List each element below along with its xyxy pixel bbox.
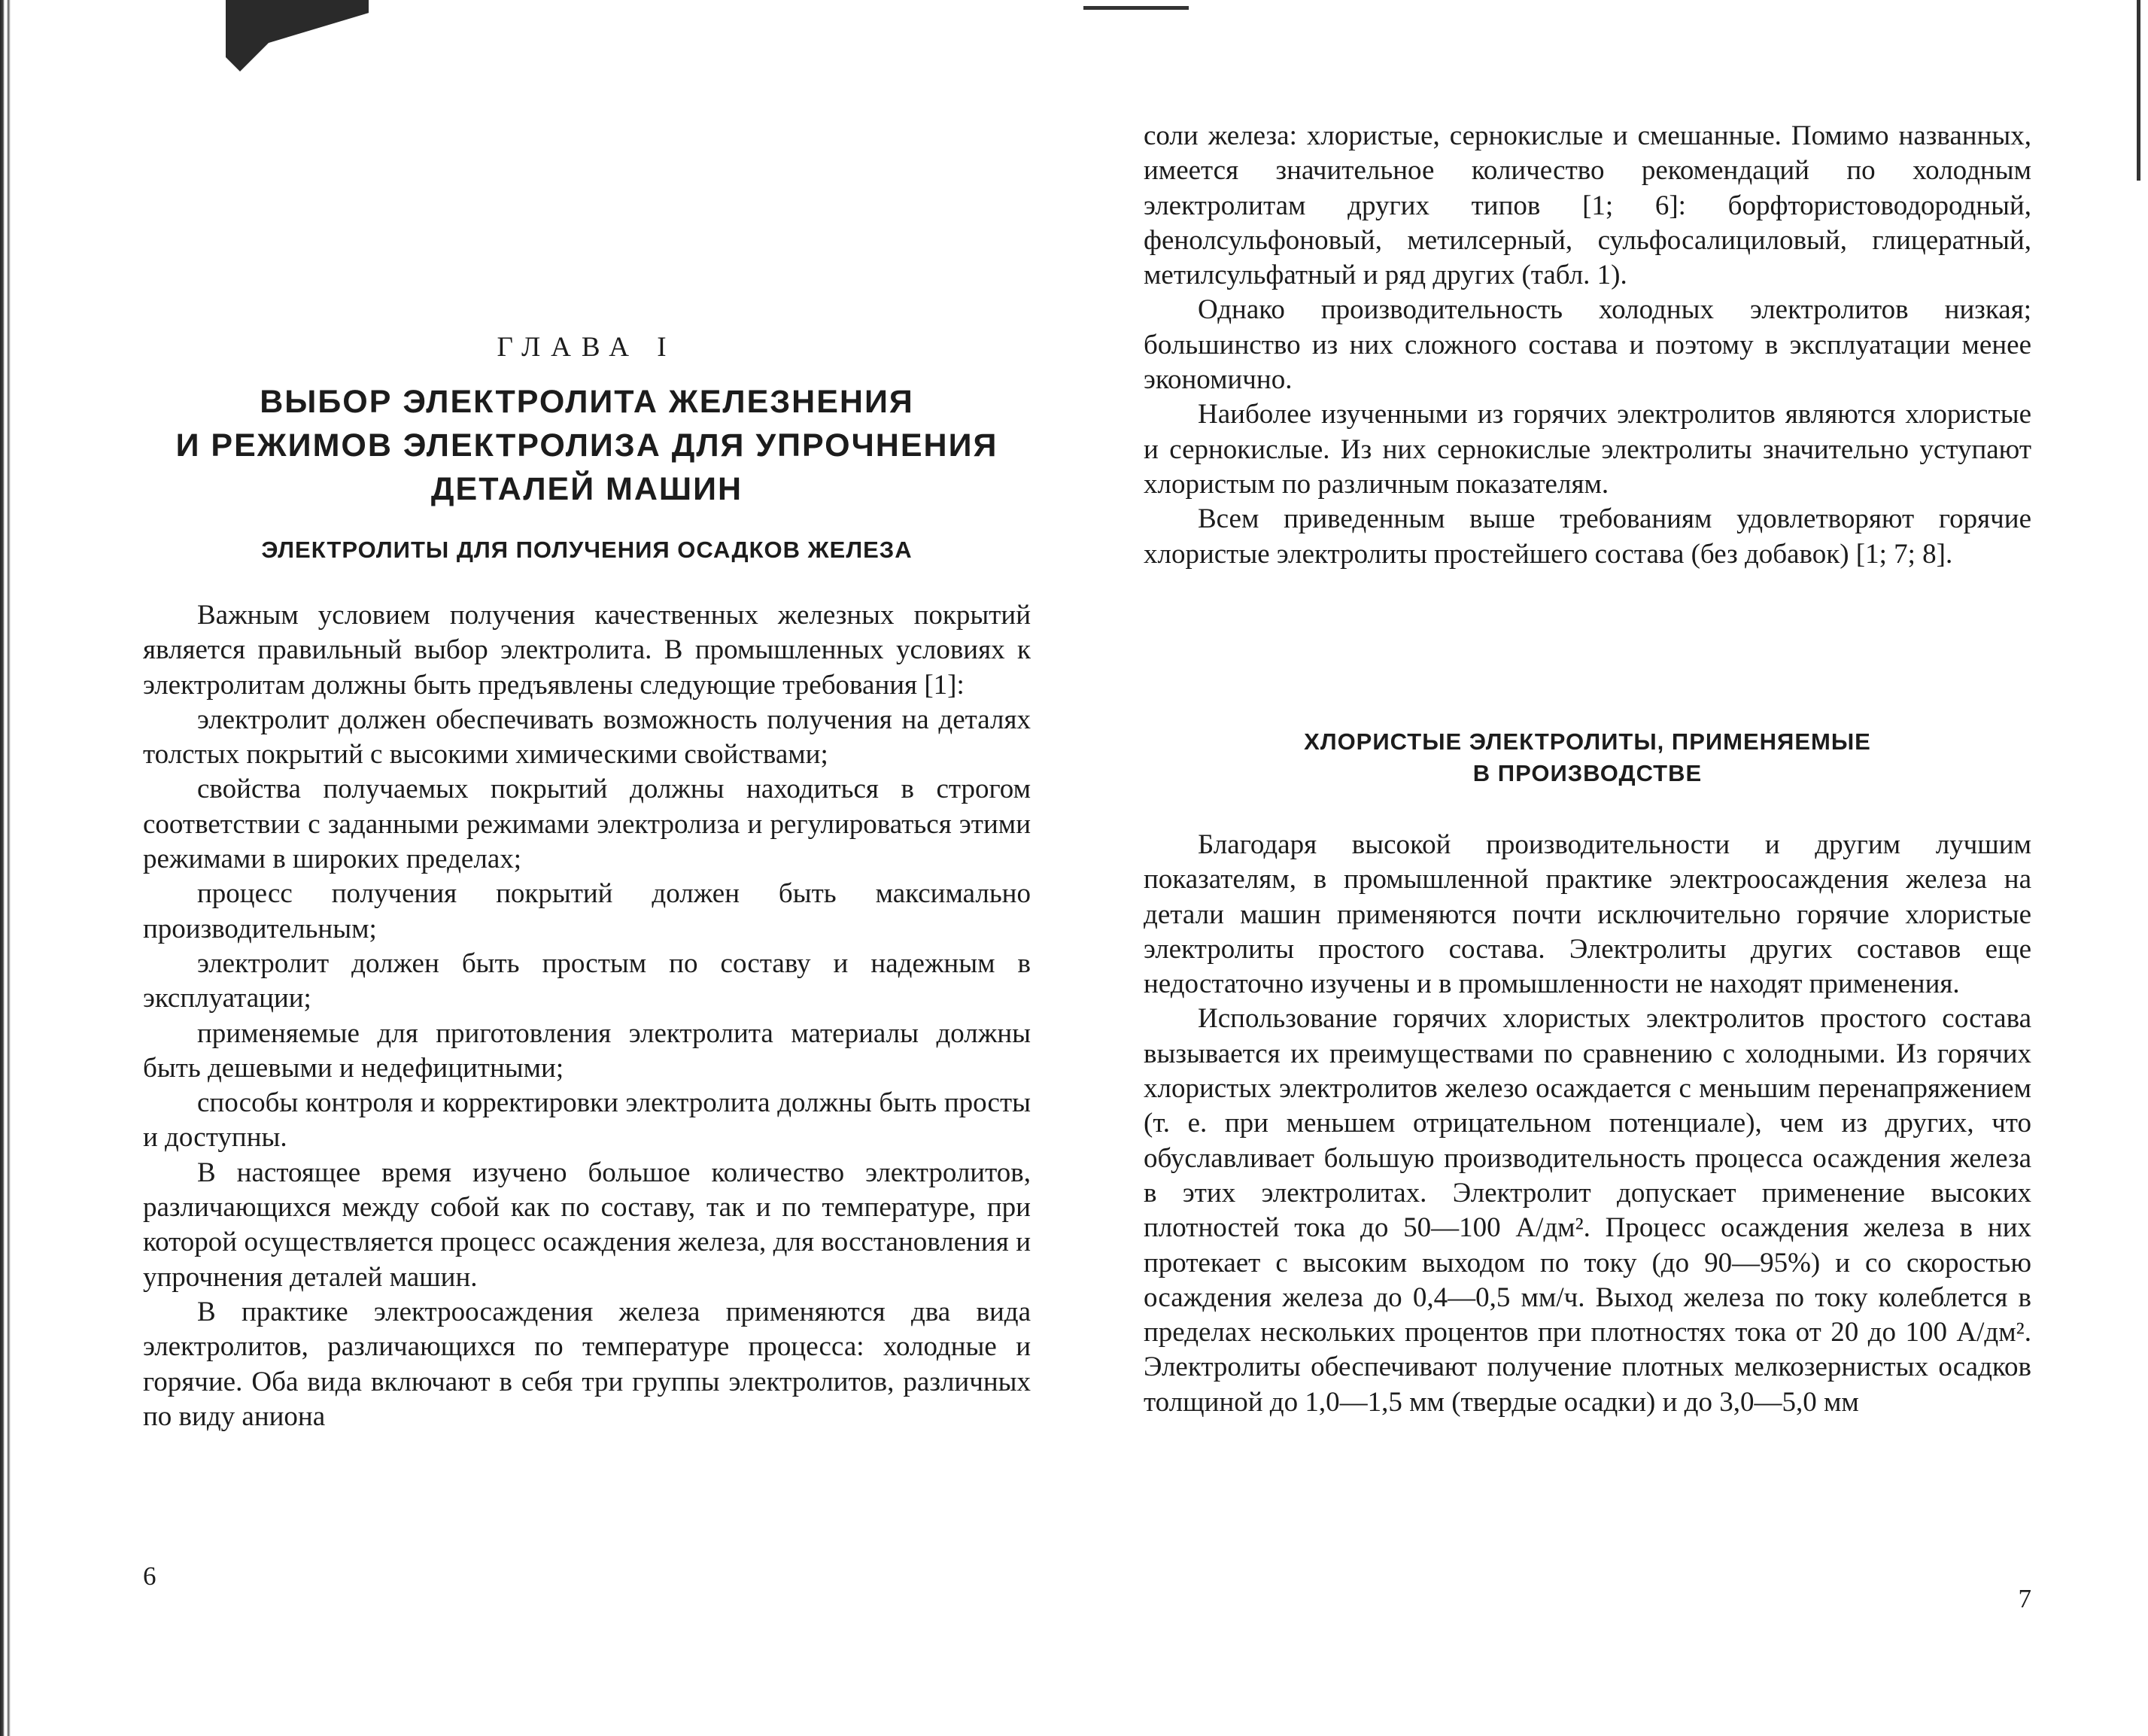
paragraph: электролит должен быть простым по составу и надежным в эксплуатации; bbox=[143, 947, 1031, 1014]
page-number: 7 bbox=[2018, 1584, 2031, 1613]
paragraph: Однако производительность холодных электролитов низкая; большинство из них сложного состава и поэтому в эксплуатации менее экономично. bbox=[1144, 294, 2031, 396]
paragraph: Важным условием получения качественных железных покрытий является правильный выбор электролита. В промышленных условиях к электролитам должны быть предъявлены следующие требования [1]: bbox=[143, 600, 1031, 701]
right-body-text-bottom bbox=[1144, 828, 2031, 1420]
paragraph: электролит должен обеспечивать возможность получения на деталях толстых покрытий с высокими химическими свойствами; bbox=[143, 704, 1031, 771]
chapter-title bbox=[143, 380, 1031, 511]
chapter-title-line: ВЫБОР ЭЛЕКТРОЛИТА ЖЕЛЕЗНЕНИЯ bbox=[260, 384, 914, 420]
scan-mark-top bbox=[1083, 6, 1189, 10]
paragraph: В настоящее время изучено большое количество электролитов, различающихся между собой как по составу, так и по температуре, при которой осуществляется процесс осаждения железа, для восстановления и упрочнения деталей машин. bbox=[143, 1157, 1031, 1293]
section-heading bbox=[1144, 726, 2031, 789]
section-heading-line: ХЛОРИСТЫЕ ЭЛЕКТРОЛИТЫ, ПРИМЕНЯЕМЫЕ bbox=[1304, 728, 1871, 755]
paragraph: Всем приведенным выше требованиям удовлетворяют горячие хлористые электролиты простейшего состава (без добавок) [1; 7; 8]. bbox=[1144, 503, 2031, 570]
right-body-text-top bbox=[1144, 119, 2031, 572]
paragraph: Наиболее изученными из горячих электролитов являются хлористые и сернокислые. Из них сернокислые электролиты значительно уступают хлористым по различным показателям. bbox=[1144, 399, 2031, 500]
paragraph: Благодаря высокой производительности и другим лучшим показателям, в промышленной практике электроосаждения железа на детали машин применяются почти исключительно горячие хлористые электролиты простого состава. Электролиты других составов еще недостаточно изучены и в промышленности не находят применения. bbox=[1144, 829, 2031, 1000]
paragraph: применяемые для приготовления электролита материалы должны быть дешевыми и недефицитными; bbox=[143, 1017, 1031, 1084]
paragraph: процесс получения покрытий должен быть максимально производительным; bbox=[143, 878, 1031, 944]
scan-edge-right bbox=[2137, 0, 2140, 181]
left-body-text bbox=[143, 598, 1031, 1434]
chapter-title-line: И РЕЖИМОВ ЭЛЕКТРОЛИЗА ДЛЯ УПРОЧНЕНИЯ bbox=[175, 427, 998, 464]
scan-edge-left bbox=[0, 0, 23, 1736]
paragraph: способы контроля и корректировки электролита должны быть просты и доступны. bbox=[143, 1087, 1031, 1154]
chapter-title-line: ДЕТАЛЕЙ МАШИН bbox=[430, 471, 743, 507]
paragraph: В практике электроосаждения железа применяются два вида электролитов, различающихся по температуре процесса: холодные и горячие. Оба вида включают в себя три группы электролитов, различных по виду аниона bbox=[143, 1296, 1031, 1432]
paragraph: соли железа: хлористые, сернокислые и смешанные. Помимо названных, имеется значительное количество рекомендаций по холодным электролитам других типов [1; 6]: борфтористоводородный, фенолсульфоновый, метилсерный, сульфосалициловый, глицератный, метилсульфатный и ряд других (табл. 1). bbox=[1144, 120, 2031, 291]
paragraph: Использование горячих хлористых электролитов простого состава вызывается их преимуществами по сравнению с холодными. Из горячих хлористых электролитов железо осаждается с меньшим перенапряжением (т. е. при меньшем отрицательном потенциале), чем из других, что обуславливает большую производительность процесса осаждения железа в этих электролитах. Электролит допускает применение высоких плотностей тока до 50—100 А/дм². Процесс осаждения железа в них протекает с высоким выходом по току (до 90—95%) и со скоростью осаждения железа до 0,4—0,5 мм/ч. Выход железа по току колеблется в пределах нескольких процентов при плотностях тока от 20 до 100 А/дм². Электролиты обеспечивают получение плотных мелкозернистых осадков толщиной до 1,0—1,5 мм (твердые осадки) и до 3,0—5,0 мм bbox=[1144, 1003, 2031, 1418]
chapter-label: ГЛАВА I bbox=[497, 332, 677, 363]
page-number: 6 bbox=[143, 1561, 156, 1591]
paragraph: свойства получаемых покрытий должны находиться в строгом соответствии с заданными режимами электролиза и регулироваться этими режимами в широких пределах; bbox=[143, 774, 1031, 875]
section-heading-line: В ПРОИЗВОДСТВЕ bbox=[1472, 760, 1703, 786]
section-heading: ЭЛЕКТРОЛИТЫ ДЛЯ ПОЛУЧЕНИЯ ОСАДКОВ ЖЕЛЕЗА bbox=[261, 537, 913, 563]
scan-blot bbox=[226, 0, 369, 71]
